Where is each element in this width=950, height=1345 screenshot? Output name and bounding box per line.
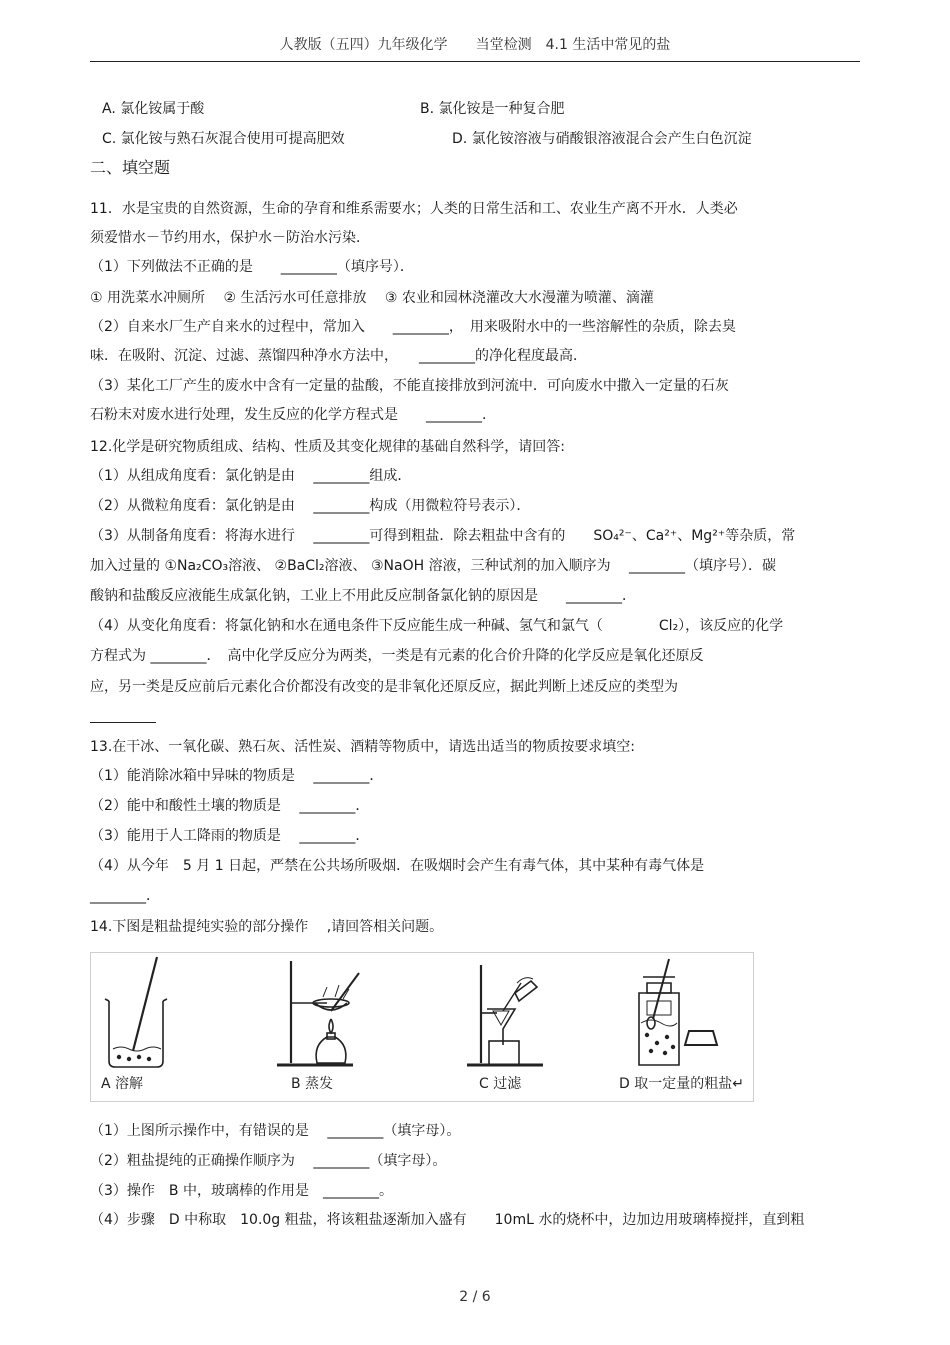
option-b: B. 氯化铵是一种复合肥 xyxy=(420,101,565,117)
header-title: 人教版（五四）九年级化学 当堂检测 4.1 生活中常见的盐 xyxy=(279,37,671,53)
q13-line-1: 13.在干冰、一氧化碳、熟石灰、活性炭、酒精等物质中，请选出适当的物质按要求填空: xyxy=(90,739,635,755)
q13-line-2: （1）能消除冰箱中异味的物质是 ________． xyxy=(90,768,384,784)
q11-line-1: 11．水是宝贵的自然资源，生命的孕育和维系需要水；人类的日常生活和工、农业生产离不开水．人类必 xyxy=(90,201,738,217)
q12-line-9: 应，另一类是反应前后元素化合价都没有改变的是非氧化还原反应，据此判断上述反应的类型为 xyxy=(90,679,678,695)
page-number: 2 / 6 xyxy=(459,1289,491,1305)
figure-label-a: A 溶解 xyxy=(101,1076,144,1092)
q13-line-4: （3）能用于人工降雨的物质是 ________． xyxy=(90,828,370,844)
q11-line-3: （1）下列做法不正确的是 ________（填序号）． xyxy=(90,259,414,275)
q12-line-1: 12.化学是研究物质组成、结构、性质及其变化规律的基础自然科学，请回答: xyxy=(90,439,565,455)
q14-line-3: （2）粗盐提纯的正确操作顺序为 ________（填字母）。 xyxy=(90,1153,447,1169)
q14-line-1: 14.下图是粗盐提纯实验的部分操作 ,请回答相关问题。 xyxy=(90,919,444,935)
q12-line-7: （4）从变化角度看：将氯化钠和水在通电条件下反应能生成一种碱、氢气和氯气（ Cl₂），该反应的化学 xyxy=(90,618,784,634)
q11-line-7: （3）某化工厂产生的废水中含有一定量的盐酸，不能直接排放到河流中．可向废水中撒入一定量的石灰 xyxy=(90,378,729,394)
q11-line-4: ① 用洗菜水冲厕所 ② 生活污水可任意排放 ③ 农业和园林浇灌改大水漫灌为喷灌、滴灌 xyxy=(90,290,654,306)
q12-line-6: 酸钠和盐酸反应液能生成氯化钠，工业上不用此反应制备氯化钠的原因是 ________． xyxy=(90,588,636,604)
salt-purification-figure xyxy=(90,952,754,1102)
q12-answer-blank xyxy=(90,722,156,723)
option-a: A. 氯化铵属于酸 xyxy=(102,101,205,117)
figure-label-c: C 过滤 xyxy=(479,1076,522,1092)
q14-line-5: （4）步骤 D 中称取 10.0g 粗盐，将该粗盐逐渐加入盛有 10mL 水的烧杯中，边加边用玻璃棒搅拌，直到粗 xyxy=(90,1212,805,1228)
option-c: C. 氯化铵与熟石灰混合使用可提高肥效 xyxy=(102,131,345,147)
q14-line-2: （1）上图所示操作中，有错误的是 ________（填字母）。 xyxy=(90,1123,461,1139)
q14-line-4: （3）操作 B 中，玻璃棒的作用是 ________。 xyxy=(90,1183,393,1199)
header-rule xyxy=(90,61,860,62)
q11-line-8: 石粉末对废水进行处理，发生反应的化学方程式是 ________． xyxy=(90,407,496,423)
q12-line-8: 方程式为 ________． 高中化学反应分为两类，一类是有元素的化合价升降的化学反应是氧化还原反 xyxy=(90,648,704,664)
section-title-fill-blank: 二、填空题 xyxy=(90,158,171,177)
q13-line-3: （2）能中和酸性土壤的物质是 ________． xyxy=(90,798,370,814)
figure-label-d: D 取一定量的粗盐↵ xyxy=(619,1076,744,1092)
q11-line-6: 味．在吸附、沉淀、过滤、蒸馏四种净水方法中， ________的净化程度最高． xyxy=(90,348,587,364)
q12-line-5: 加入过量的 ①Na₂CO₃溶液、 ②BaCl₂溶液、 ③NaOH 溶液，三种试剂的加入顺序为 ________（填序号）．碳 xyxy=(90,558,777,574)
q12-line-2: （1）从组成角度看：氯化钠是由 ________组成． xyxy=(90,468,412,484)
q11-line-2: 须爱惜水－节约用水，保护水－防治水污染． xyxy=(90,230,370,246)
option-d: D. 氯化铵溶液与硝酸银溶液混合会产生白色沉淀 xyxy=(452,131,752,147)
q11-line-5: （2）自来水厂生产自来水的过程中，常加入 ________， 用来吸附水中的一些溶解性的杂质，除去臭 xyxy=(90,319,736,335)
q12-line-3: （2）从微粒角度看：氯化钠是由 ________构成（用微粒符号表示）． xyxy=(90,498,531,514)
q13-line-5: （4）从今年 5 月 1 日起，严禁在公共场所吸烟．在吸烟时会产生有毒气体，其中某种有毒气体是 xyxy=(90,858,705,874)
q13-line-6: ________． xyxy=(90,888,160,904)
q12-line-4: （3）从制备角度看：将海水进行 ________可得到粗盐．除去粗盐中含有的 SO₄²⁻、Ca²⁺、Mg²⁺等杂质，常 xyxy=(90,528,796,544)
figure-label-b: B 蒸发 xyxy=(291,1076,334,1092)
